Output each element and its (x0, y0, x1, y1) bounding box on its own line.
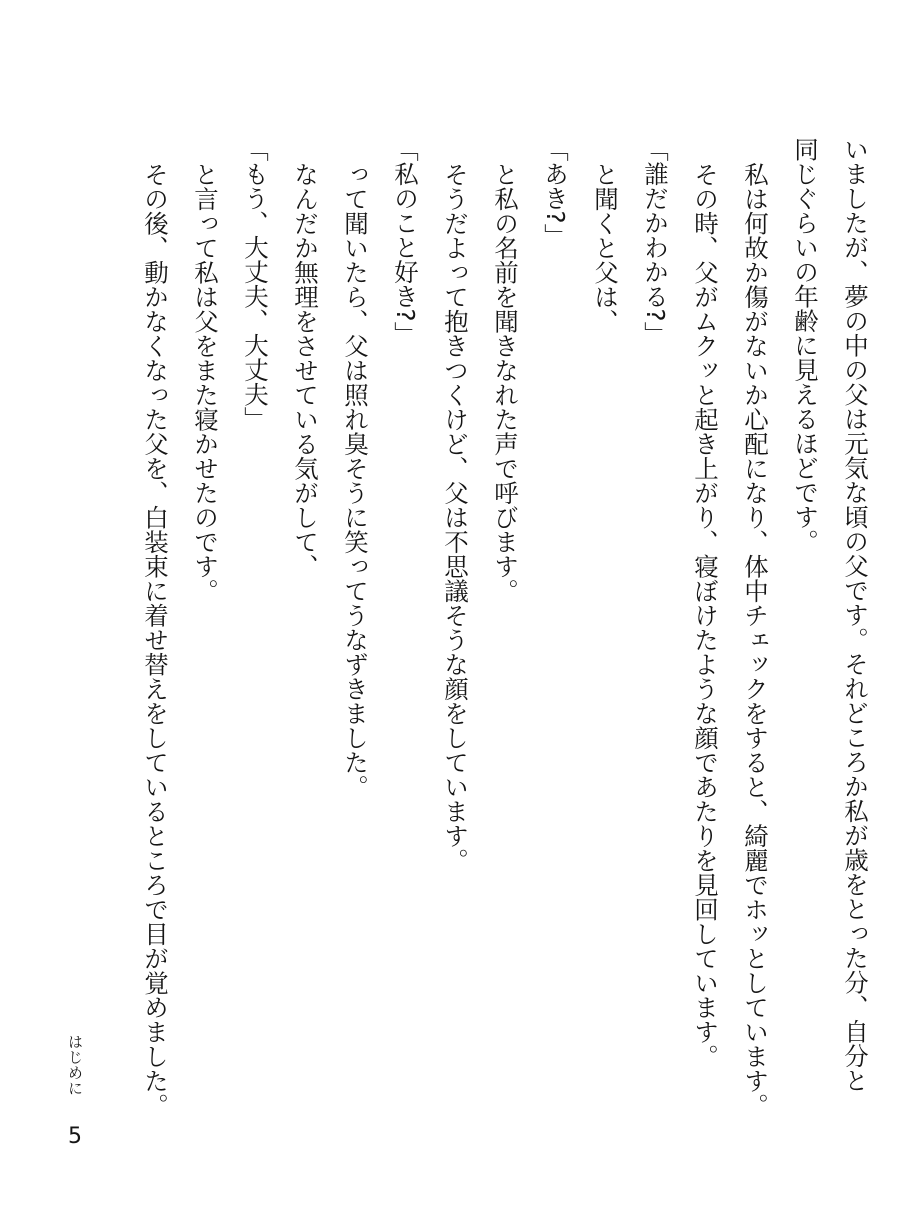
text-line: と私の名前を聞きなれた声で呼びます。 (491, 161, 520, 603)
section-title: はじめに (66, 1034, 84, 1096)
text-line: そうだよって抱きつくけど、父は不思議そうな顔をしています。 (441, 161, 470, 872)
text-line: って聞いたら、父は照れ臭そうに笑ってうなずきました。 (341, 161, 370, 799)
text-line: 私は何故か傷がないか心配になり、体中チェックをすると、綺麗でホッとしています。 (741, 161, 770, 1117)
text-line: 「もう、大丈夫、大丈夫」 (241, 137, 270, 431)
text-line: 「誰だかわかる?」 (641, 137, 670, 347)
text-line: と聞くと父は、 (591, 161, 620, 333)
text-line: 同じぐらいの年齢に見えるほどです。 (791, 137, 820, 554)
text-line: 「あき?」 (541, 137, 570, 249)
body-text (130, 137, 880, 1117)
text-line: その時、父がムクッと起き上がり、寝ぼけたような顔であたりを見回しています。 (691, 161, 720, 1068)
text-line: 「私のこと好き?」 (391, 137, 420, 347)
text-line: と言って私は父をまた寝かせたのです。 (191, 161, 220, 603)
page-number: 5 (68, 1124, 82, 1149)
text-line: いましたが、夢の中の父は元気な頃の父です。それどころか私が歳をとった分、自分と (841, 137, 870, 1093)
text-line: なんだか無理をさせている気がして、 (291, 161, 320, 578)
text-line: その後、動かなくなった父を、白装束に着せ替えをしているところで目が覚めました。 (141, 161, 170, 1117)
